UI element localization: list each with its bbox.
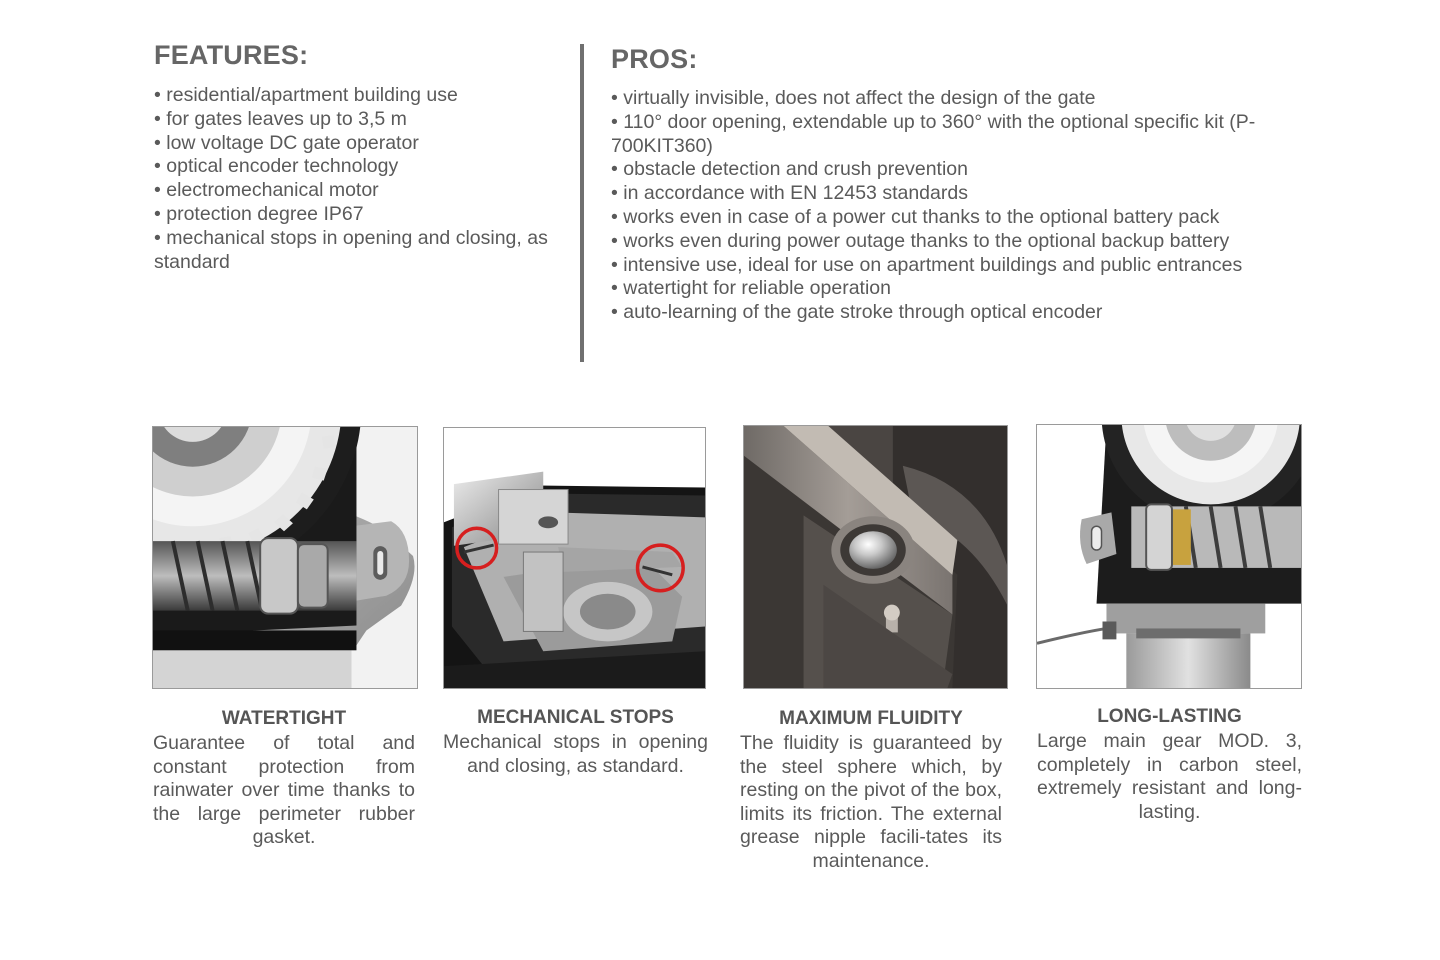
features-title: FEATURES: xyxy=(154,40,309,70)
features-item: • electromechanical motor xyxy=(154,179,559,203)
pros-item: • virtually invisible, does not affect the design of the gate xyxy=(611,87,1301,111)
mechanical-stops-image xyxy=(443,427,706,689)
pros-list xyxy=(611,87,1301,325)
maximum-fluidity-title: MAXIMUM FLUIDITY xyxy=(779,708,963,729)
watertight-image xyxy=(152,426,418,689)
watertight-title: WATERTIGHT xyxy=(221,708,347,729)
long-lasting-text: Large main gear MOD. 3, completely in carbon steel, extremely resistant and long-lasting. xyxy=(1037,730,1302,823)
pros-item: • 110° door opening, extendable up to 360° with the optional specific kit (P-700KIT360) xyxy=(611,111,1301,159)
watertight-text: Guarantee of total and constant protection from rainwater over time thanks to the large perimeter rubber gasket. xyxy=(153,732,415,849)
pros-item: • works even in case of a power cut thanks to the optional battery pack xyxy=(611,206,1301,230)
column-divider xyxy=(580,44,584,362)
mechanical-stops-text: Mechanical stops in opening and closing, as standard. xyxy=(443,731,708,777)
pros-item: • watertight for reliable operation xyxy=(611,277,1301,301)
pros-item: • works even during power outage thanks to the optional backup battery xyxy=(611,230,1301,254)
pros-item: • in accordance with EN 12453 standards xyxy=(611,182,1301,206)
maximum-fluidity-text: The fluidity is guaranteed by the steel sphere which, by resting on the pivot of the box, limits its friction. The external grease nipple facili-tates its maintenance. xyxy=(740,732,1002,872)
maximum-fluidity-image xyxy=(743,425,1008,689)
pros-item: • intensive use, ideal for use on apartment buildings and public entrances xyxy=(611,254,1301,278)
features-item: • mechanical stops in opening and closing, as standard xyxy=(154,227,559,275)
long-lasting-image xyxy=(1036,424,1302,689)
pros-item: • obstacle detection and crush prevention xyxy=(611,158,1301,182)
pros-item: • auto-learning of the gate stroke through optical encoder xyxy=(611,301,1301,325)
features-item: • protection degree IP67 xyxy=(154,203,559,227)
pros-title: PROS: xyxy=(611,44,698,74)
features-item: • residential/apartment building use xyxy=(154,84,559,108)
mechanical-stops-title: MECHANICAL STOPS xyxy=(477,707,674,728)
features-item: • optical encoder technology xyxy=(154,155,559,179)
long-lasting-title: LONG-LASTING xyxy=(1097,706,1242,727)
features-item: • for gates leaves up to 3,5 m xyxy=(154,108,559,132)
features-list xyxy=(154,84,559,274)
features-item: • low voltage DC gate operator xyxy=(154,132,559,156)
